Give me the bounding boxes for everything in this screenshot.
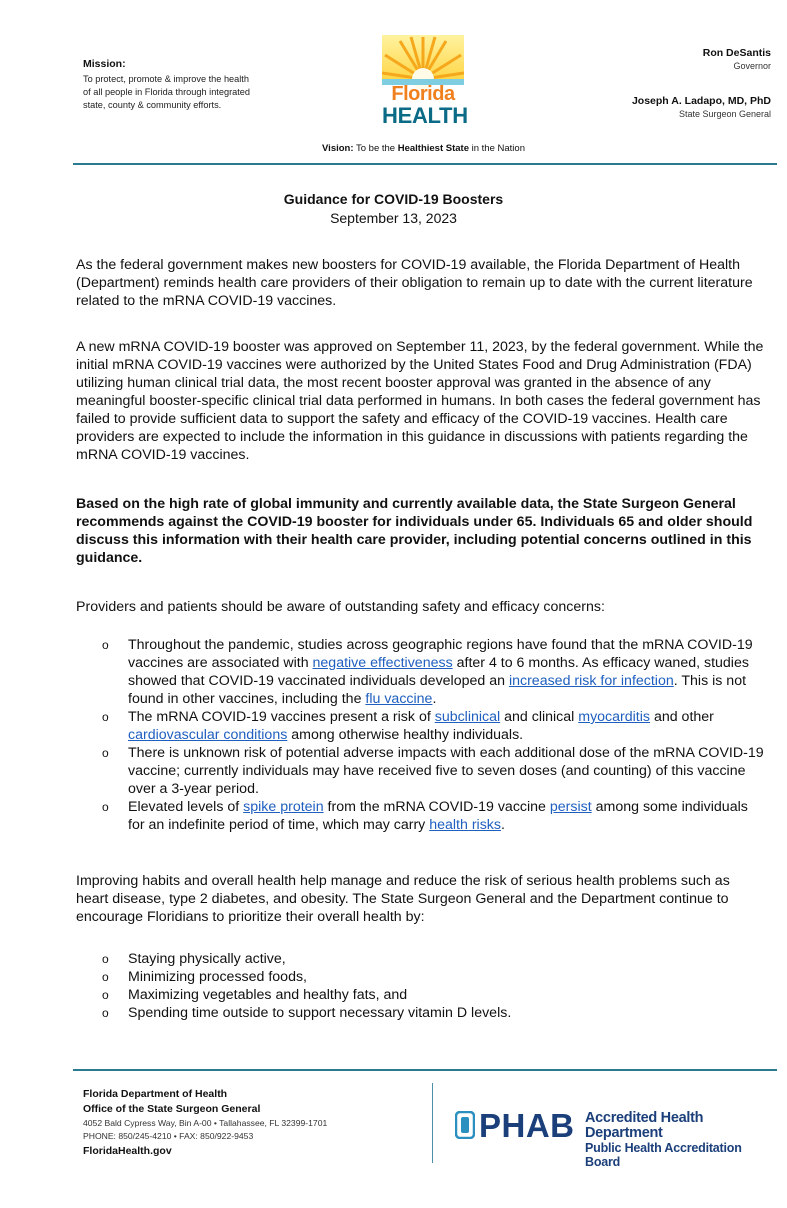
footer-address: 4052 Bald Cypress Way, Bin A-00 • Tallahassee, FL 32399-1701 <box>83 1118 328 1128</box>
paragraph-concerns-intro: Providers and patients should be aware of outstanding safety and efficacy concerns: <box>76 599 605 615</box>
bullet-marker: o <box>102 988 109 1002</box>
bullet-marker: o <box>102 970 109 984</box>
list-item <box>76 708 766 744</box>
list-text: Staying physically active, <box>128 951 286 967</box>
footer-office: Office of the State Surgeon General <box>83 1103 261 1115</box>
governor-name: Ron DeSantis <box>702 47 771 59</box>
phab-wordmark: PHAB <box>479 1107 575 1144</box>
list-item <box>76 968 766 986</box>
footer-phone: PHONE: 850/245-4210 • FAX: 850/922-9453 <box>83 1131 254 1141</box>
list-text: . <box>501 817 505 833</box>
spike-protein-link[interactable]: spike protein <box>243 799 324 815</box>
concerns-list <box>76 636 766 834</box>
myocarditis-link[interactable]: myocarditis <box>578 709 650 725</box>
vision-text: To be the <box>353 143 398 154</box>
phab-text <box>585 1111 775 1169</box>
list-text: . <box>432 691 437 707</box>
list-item <box>76 798 766 834</box>
vision-label: Vision: <box>322 143 354 154</box>
list-text: Minimizing processed foods, <box>128 969 307 985</box>
list-item <box>76 744 766 798</box>
list-text: among otherwise healthy individuals. <box>287 727 524 743</box>
paragraph-recommendation: Based on the high rate of global immunity and currently available data, the State Surgeon General recommends against the COVID-19 booster for individuals under 65. Individuals 65 and older should discuss this information with their health care provider, including potential concerns outlined in this guidance. <box>76 496 753 566</box>
bullet-marker: o <box>102 1006 109 1020</box>
habits-list <box>76 950 766 1022</box>
footer-contact <box>83 1087 327 1159</box>
list-text: and clinical <box>500 709 579 725</box>
phab-line-1: Accredited Health Department <box>585 1110 704 1141</box>
mission-line: state, county & community efforts. <box>83 100 222 110</box>
surgeon-general-name: Joseph A. Ladapo, MD, PhD <box>631 95 771 107</box>
phab-logo <box>455 1107 775 1169</box>
surgeon-general-role: State Surgeon General <box>678 109 771 119</box>
mission-statement <box>83 58 268 112</box>
bullet-marker: o <box>102 638 109 652</box>
bullet-marker: o <box>102 710 109 724</box>
list-item <box>76 986 766 1004</box>
list-text: and other <box>650 709 714 725</box>
subclinical-link[interactable]: subclinical <box>434 709 501 725</box>
list-text: The mRNA COVID-19 vaccines present a risk of <box>128 709 435 725</box>
logo-health-text: HEALTH <box>382 103 468 128</box>
surgeon-general-block <box>632 95 771 119</box>
mission-line: of all people in Florida through integrated <box>83 87 251 97</box>
mission-title: Mission: <box>83 58 126 70</box>
mission-text <box>83 73 268 112</box>
list-text: . This is not found in other vaccines, including the <box>128 673 747 707</box>
persist-link[interactable]: persist <box>549 799 592 815</box>
vision-text: in the Nation <box>469 143 525 154</box>
list-item <box>76 1004 766 1022</box>
increased-risk-link[interactable]: increased risk for infection <box>508 673 674 689</box>
document-date: September 13, 2023 <box>330 210 457 226</box>
paragraph-healthy-habits: Improving habits and overall health help manage and reduce the risk of serious health problems such as heart disease, type 2 diabetes, and obesity. The State Surgeon General and the Department continue to encourage Floridians to prioritize their overall health by: <box>76 873 730 925</box>
list-text: There is unknown risk of potential adverse impacts with each additional dose of the mRNA COVID-19 vaccine; currently individuals may have received five to seven doses (and counting) of this vaccine over a 3-year period. <box>128 745 764 797</box>
list-text: Throughout the pandemic, studies across geographic regions have found that the mRNA COVID-19 vaccines are associated with <box>128 637 753 671</box>
governor-block <box>703 47 771 71</box>
vision-statement <box>0 143 787 154</box>
health-risks-link[interactable]: health risks <box>429 817 501 833</box>
bullet-marker: o <box>102 800 109 814</box>
vision-emphasis: Healthiest State <box>397 143 469 154</box>
paragraph-booster-approval: A new mRNA COVID-19 booster was approved on September 11, 2023, by the federal government. While the initial mRNA COVID-19 vaccines were authorized by the United States Food and Drug Administration (FDA) utilizing human clinical trial data, the most recent booster approval was granted in the absence of any meaningful booster-specific clinical trial data performed in humans. In both cases the federal government has failed to provide sufficient data to support the safety and efficacy of the COVID-19 vaccines. Health care providers are expected to include the information in this guidance in discussions with patients regarding the mRNA COVID-19 vaccines. <box>76 339 764 463</box>
list-item <box>76 950 766 968</box>
bullet-marker: o <box>102 952 109 966</box>
bullet-marker: o <box>102 746 109 760</box>
phab-mark-icon <box>455 1111 475 1139</box>
footer-website[interactable]: FloridaHealth.gov <box>83 1145 172 1157</box>
logo-florida-text: Florida <box>391 83 455 105</box>
phab-line-2: Public Health Accreditation Board <box>585 1141 742 1169</box>
list-item <box>76 636 766 708</box>
list-text: Elevated levels of <box>128 799 244 815</box>
mission-line: To protect, promote & improve the health <box>83 74 249 84</box>
header-divider <box>73 163 777 165</box>
list-text: Spending time outside to support necessary vitamin D levels. <box>128 1005 512 1021</box>
cardiovascular-conditions-link[interactable]: cardiovascular conditions <box>128 727 288 743</box>
negative-effectiveness-link[interactable]: negative effectiveness <box>312 655 453 671</box>
list-text: after 4 to 6 months. As efficacy waned, studies showed that COVID-19 vaccinated individuals developed an <box>128 655 749 689</box>
list-text: from the mRNA COVID-19 vaccine <box>323 799 550 815</box>
footer-divider <box>73 1069 777 1071</box>
footer-org: Florida Department of Health <box>83 1088 228 1100</box>
list-text: among some individuals for an indefinite period of time, which may carry <box>128 799 748 833</box>
document-title: Guidance for COVID-19 Boosters <box>283 191 504 207</box>
governor-role: Governor <box>733 61 771 71</box>
list-text: Maximizing vegetables and healthy fats, and <box>128 987 408 1003</box>
paragraph-intro: As the federal government makes new boosters for COVID-19 available, the Florida Department of Health (Department) reminds health care providers of their obligation to remain up to date with the current literature related to the mRNA COVID-19 vaccines. <box>76 257 753 309</box>
footer-vertical-divider <box>432 1083 433 1163</box>
flu-vaccine-link[interactable]: flu vaccine <box>365 691 433 707</box>
